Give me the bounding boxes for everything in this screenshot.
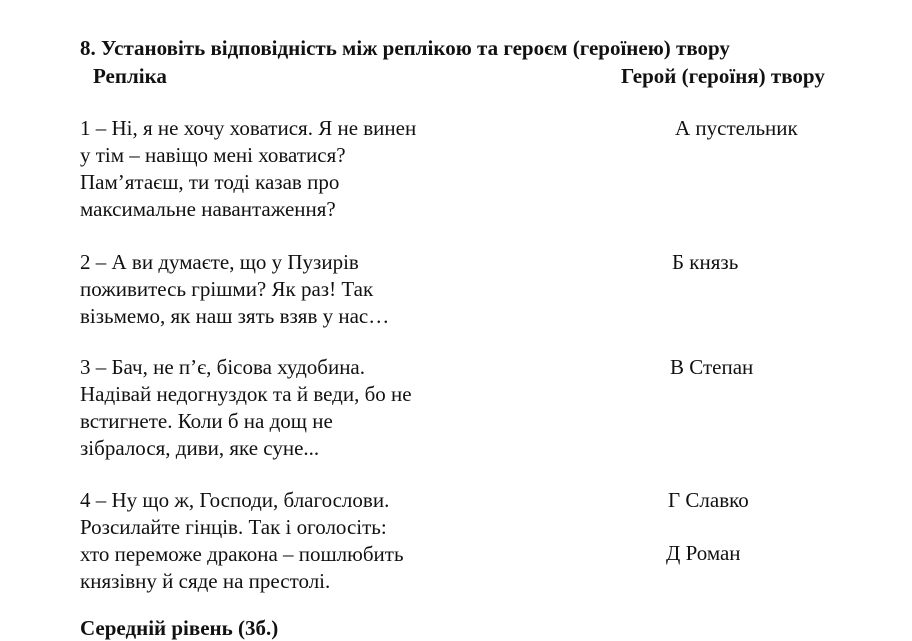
quote-line: 2 – А ви думаєте, що у Пузирів [80, 250, 359, 274]
column-header-hero: Герой (героїня) твору [621, 64, 825, 88]
hero-option-a: А пустельник [675, 116, 798, 140]
hero-option-h: Г Славко [668, 488, 749, 512]
hero-option-v: В Степан [670, 355, 754, 379]
quote-line: встигнете. Коли б на дощ не [80, 409, 333, 433]
hero-option-b: Б князь [672, 250, 739, 274]
quote-line: зібралося, диви, яке суне... [80, 436, 320, 460]
quote-line: 3 – Бач, не п’є, бісова худобина. [80, 355, 365, 379]
quote-line: 1 – Ні, я не хочу ховатися. Я не винен [80, 116, 417, 140]
task-title: 8. Установіть відповідність між реплікою та героєм (героїнею) твору [80, 36, 730, 60]
quote-line: Розсилайте гінців. Так і оголосіть: [80, 515, 387, 539]
column-header-quote: Репліка [93, 64, 167, 88]
quote-line: князівну й сяде на престолі. [80, 569, 331, 593]
quote-line: хто переможе дракона – пошлюбить [80, 542, 404, 566]
quote-2 [80, 249, 389, 330]
quote-4 [80, 487, 404, 595]
quote-line: Надівай недогнуздок та й веди, бо не [80, 382, 412, 406]
quote-3 [80, 354, 412, 462]
quote-line: у тім – навіщо мені ховатися? [80, 143, 346, 167]
quote-line: поживитесь грішми? Як раз! Так [80, 277, 374, 301]
quote-line: візьмемо, як наш зять взяв у нас… [80, 304, 390, 328]
quote-line: Пам’ятаєш, ти тоді казав про [80, 170, 340, 194]
quote-line: максимальне навантаження? [80, 197, 336, 221]
hero-option-d: Д Роман [666, 541, 741, 565]
quote-1 [80, 115, 416, 223]
section-heading: Середній рівень (3б.) [80, 616, 279, 640]
quote-line: 4 – Ну що ж, Господи, благослови. [80, 488, 390, 512]
